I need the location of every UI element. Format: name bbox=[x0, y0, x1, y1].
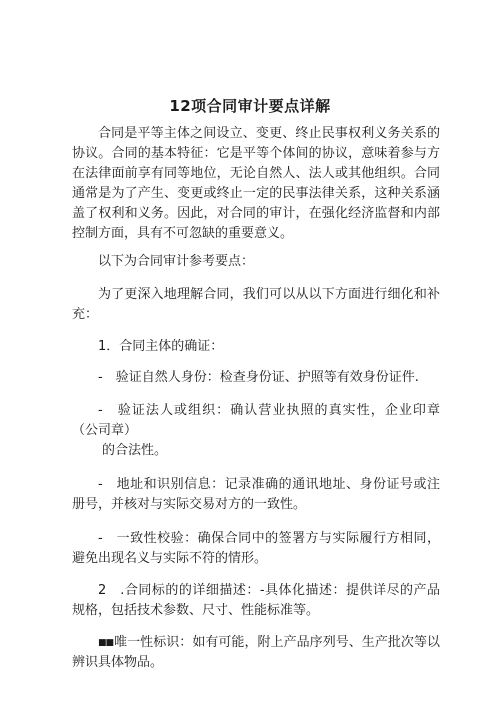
list-item-verify-person: - 验证自然人身份：检查身份证、护照等有效身份证件. bbox=[98, 370, 419, 385]
lead-paragraph-2: 为了更深入地理解合同，我们可以从以下方面进行细化和补充： bbox=[72, 287, 440, 322]
list-item-verify-organization-line1: - 验证法人或组织：确认营业执照的真实性，企业印章（公司章） bbox=[72, 403, 440, 438]
list-item-address-info: - 地址和识别信息：记录准确的通讯地址、身份证号或注册号，并核对与实际交易对方的一致性。 bbox=[72, 477, 440, 512]
unique-identifier-text: 唯一性标识：如有可能，附上产品序列号、生产批次等以辨识具体物品。 bbox=[72, 635, 440, 670]
section-1-heading: 1．合同主体的确证： bbox=[98, 339, 224, 354]
square-bullet-icon: ■■ bbox=[98, 638, 114, 648]
list-item-verify-organization bbox=[72, 401, 440, 461]
list-item-verify-organization-line2: 的合法性。 bbox=[102, 443, 168, 458]
document-body bbox=[72, 124, 440, 673]
lead-paragraph-1: 以下为合同审计参考要点： bbox=[98, 254, 255, 269]
list-item-consistency-check: - 一致性校验：确保合同中的签署方与实际履行方相同，避免出现名义与实际不符的情形。 bbox=[72, 531, 440, 566]
section-2-paragraph: 2 .合同标的的详细描述：-具体化描述：提供详尽的产品规格，包括技术参数、尺寸、性能标准等。 bbox=[72, 583, 440, 618]
list-item-unique-identifier bbox=[72, 633, 440, 673]
intro-paragraph: 合同是平等主体之间设立、变更、终止民事权利义务关系的协议。合同的基本特征：它是平等个体间的协议，意味着参与方在法律面前享有同等地位，无论自然人、法人或其他组织。合同通常是为了产生、变更或终止一定的民事法律关系，这种关系涵盖了权利和义务。因此，对合同的审计，在强化经济监督和内部控制方面，具有不可忽缺的重要意义。 bbox=[72, 126, 440, 241]
document-title: 12项合同审计要点详解 bbox=[169, 97, 331, 115]
